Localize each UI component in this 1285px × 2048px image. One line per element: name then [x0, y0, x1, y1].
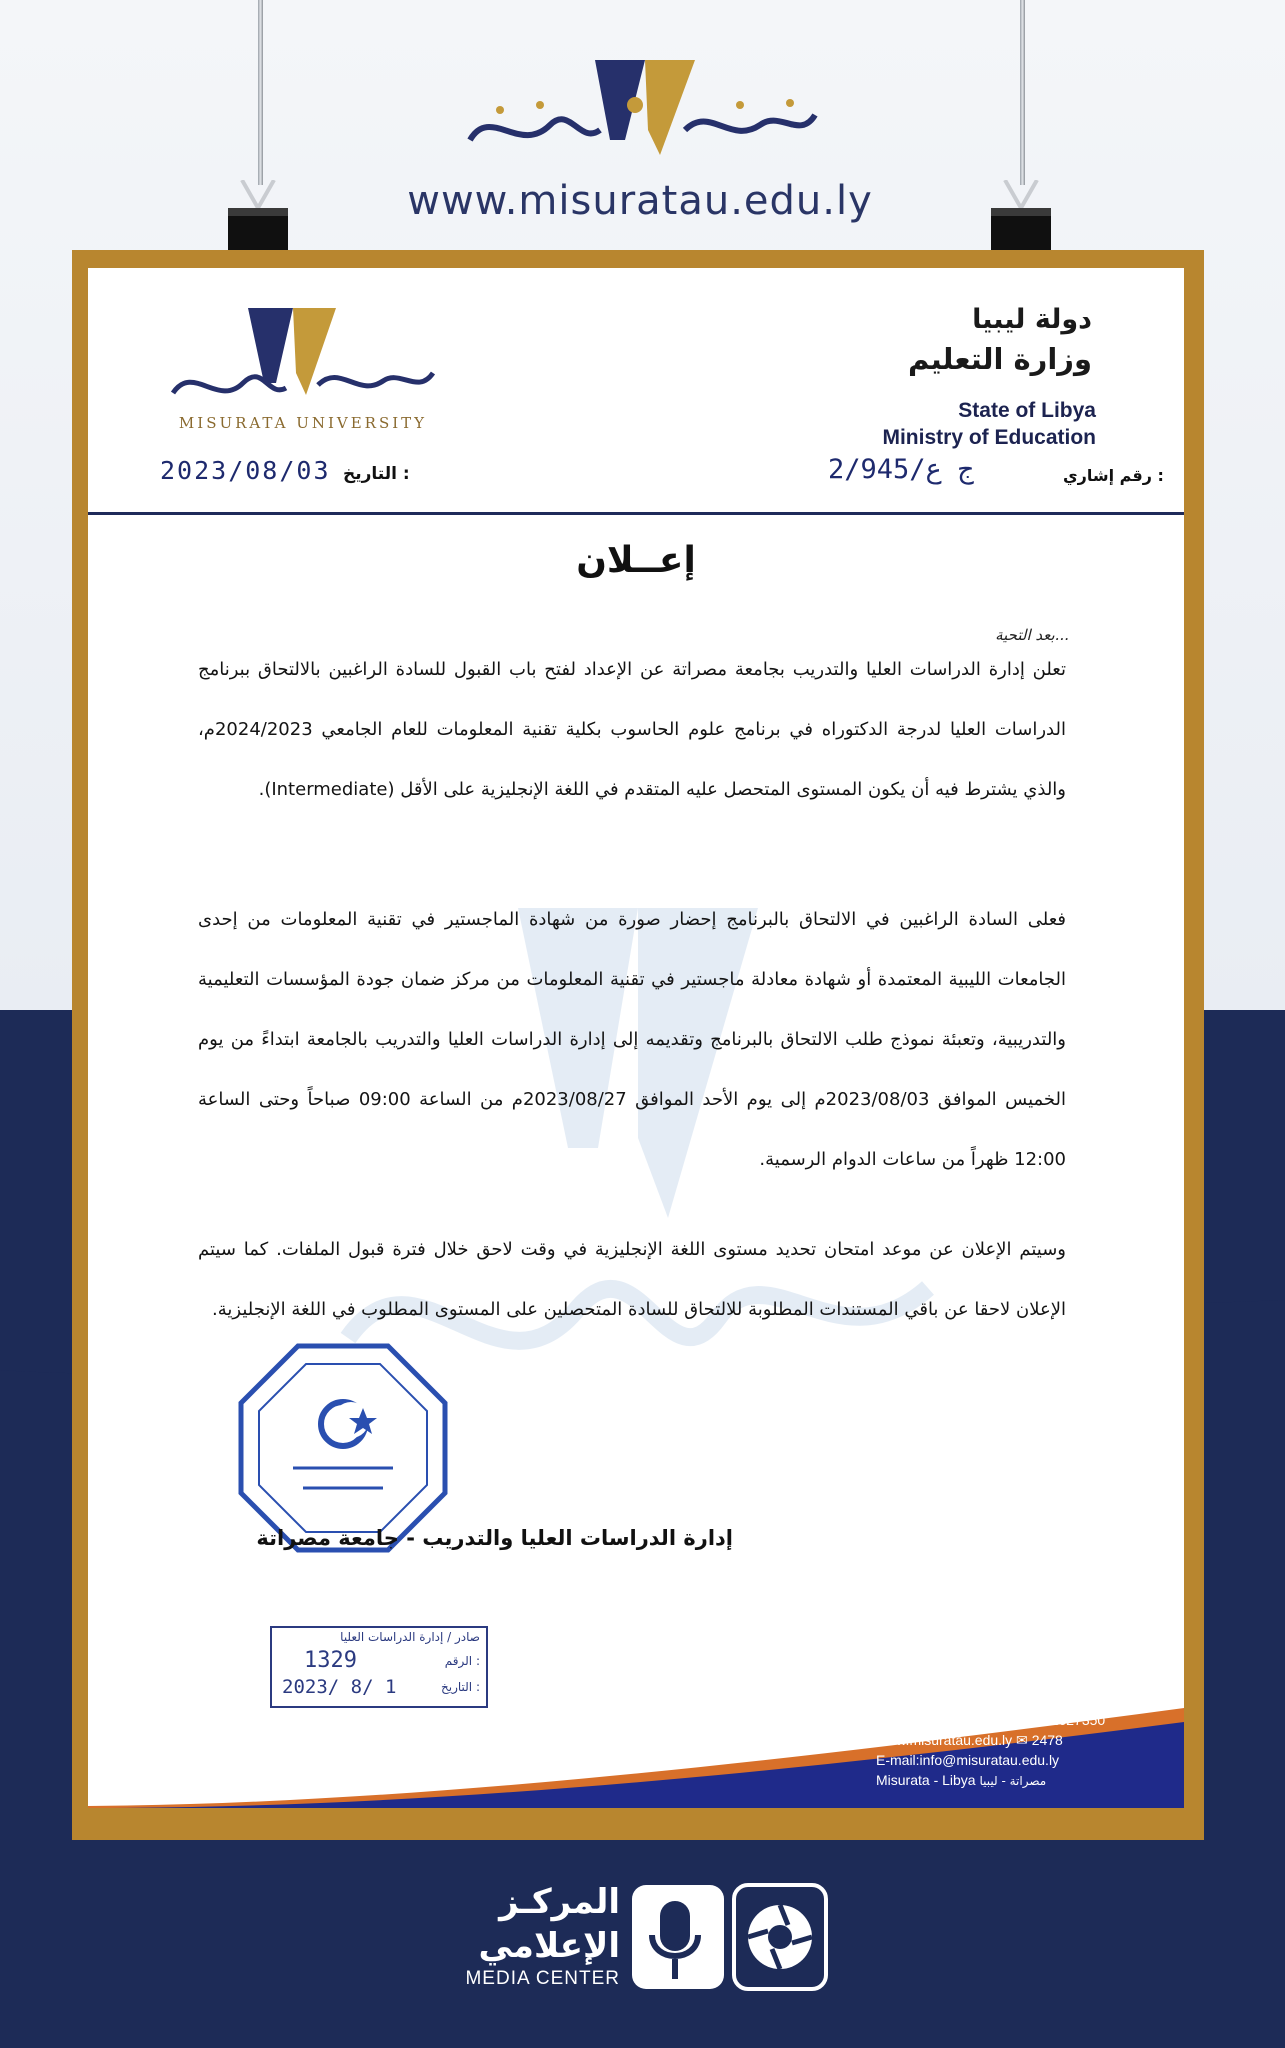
- paragraph-requirements: فعلى السادة الراغبين في الالتحاق بالبرنامج إحضار صورة من شهادة الماجستير في تقنية المعلومات من إحدى الجامعات الليبية المعتمدة أو شهادة معادلة ماجستير في تقنية المعلومات من مركز ضمان جودة المؤسسات التعليمية والتدريبية، وتعبئة نموذج طلب الالتحاق بالبرنامج وتقديمه إلى إدارة الدراسات العليا والتدريب بالجامعة ابتداءً من يوم الخميس الموافق 2023/08/03م إلى يوم الأحد الموافق 2023/08/27م من الساعة 09:00 صباحاً وحتى الساعة 12:00 ظهراً من ساعات الدوام الرسمية.: [198, 909, 1067, 1170]
- reference-number: 2/945/ج ع: [828, 454, 975, 485]
- media-center-title-ar: [420, 1880, 620, 1968]
- hanging-wire-right: [1020, 0, 1025, 185]
- state-name-en: State of Libya: [958, 399, 1096, 422]
- contact-email: E-mail:info@misuratau.edu.ly: [876, 1752, 1060, 1768]
- university-logo-icon: [460, 45, 825, 170]
- ministry-name-en: Ministry of Education: [882, 426, 1096, 449]
- media-center-line1: المركـز: [499, 1882, 620, 1922]
- hanging-wire-left: [258, 0, 263, 185]
- university-website-url: www.misuratau.edu.ly: [407, 178, 873, 224]
- media-center-label-en: MEDIA CENTER: [465, 1968, 620, 1989]
- date-label: التاريخ :: [343, 464, 410, 484]
- paragraph-placement-exam: وسيتم الإعلان عن موعد امتحان تحديد مستوى اللغة الإنجليزية في وقت لاحق خلال فترة قبول الملفات. كما سيتم الإعلان لاحقا عن باقي المستندات المطلوبة للالتحاق للسادة المتحصلين على المستوى المطلوب في اللغة الإنجليزية.: [198, 1239, 1066, 1320]
- signature-department: إدارة الدراسات العليا والتدريب - جامعة مصراتة: [256, 1526, 733, 1550]
- letter-date: 2023/08/03: [160, 456, 331, 485]
- announcement-document: [88, 268, 1184, 1808]
- phone-text: 051/2627203-2627202 - 2627350: [897, 1712, 1106, 1728]
- contact-website-row: www.misuratau.edu.ly ✉ 2478: [876, 1732, 1063, 1748]
- location-en: Misurata - Libya: [876, 1772, 976, 1788]
- greeting-text: بعد التحية...: [995, 626, 1069, 644]
- location-ar: مصراتة - ليبيا: [979, 1774, 1047, 1788]
- contact-phone: ☎ 051/2627203-2627202 - 2627350: [876, 1712, 1106, 1728]
- registry-header: صادر / إدارة الدراسات العليا: [340, 1630, 480, 1644]
- paragraph-intro: تعلن إدارة الدراسات العليا والتدريب بجامعة مصراتة عن الإعداد لفتح باب القبول للسادة الراغبين بالالتحاق ببرنامج الدراسات العليا لدرجة الدكتوراه في برنامج علوم الحاسوب بكلية تقنية المعلومات للعام الجامعي 2024/2023م، والذي يشترط فيه أن يكون المستوى المتحصل عليه المتقدم في اللغة الإنجليزية على الأقل (Intermediate).: [198, 659, 1066, 800]
- outgoing-registry-stamp: [270, 1626, 488, 1708]
- contact-location: [876, 1772, 1046, 1788]
- announcement-title: إعــلان: [576, 540, 696, 581]
- media-center-logo-icon: [630, 1883, 830, 1993]
- media-center-line2: الإعلامي: [478, 1926, 620, 1966]
- header-divider: [88, 512, 1184, 515]
- binder-clip-left-icon: [222, 180, 294, 260]
- website-text: www.misuratau.edu.ly: [876, 1732, 1013, 1748]
- registry-number-label: الرقم :: [444, 1654, 480, 1668]
- state-name-ar: دولة ليبيا: [972, 304, 1092, 335]
- ministry-name-ar: وزارة التعليم: [907, 342, 1092, 376]
- po-box-text: 2478: [1031, 1732, 1063, 1748]
- reference-label: رقم إشاري :: [1063, 466, 1164, 485]
- binder-clip-right-icon: [985, 180, 1057, 260]
- university-name-en: MISURATA UNIVERSITY: [178, 414, 428, 432]
- registry-number: 1329: [304, 1648, 357, 1673]
- registry-date: 2023/ 8/ 1: [282, 1676, 397, 1698]
- official-stamp-icon: [233, 1338, 453, 1558]
- registry-date-label: التاريخ :: [440, 1680, 480, 1694]
